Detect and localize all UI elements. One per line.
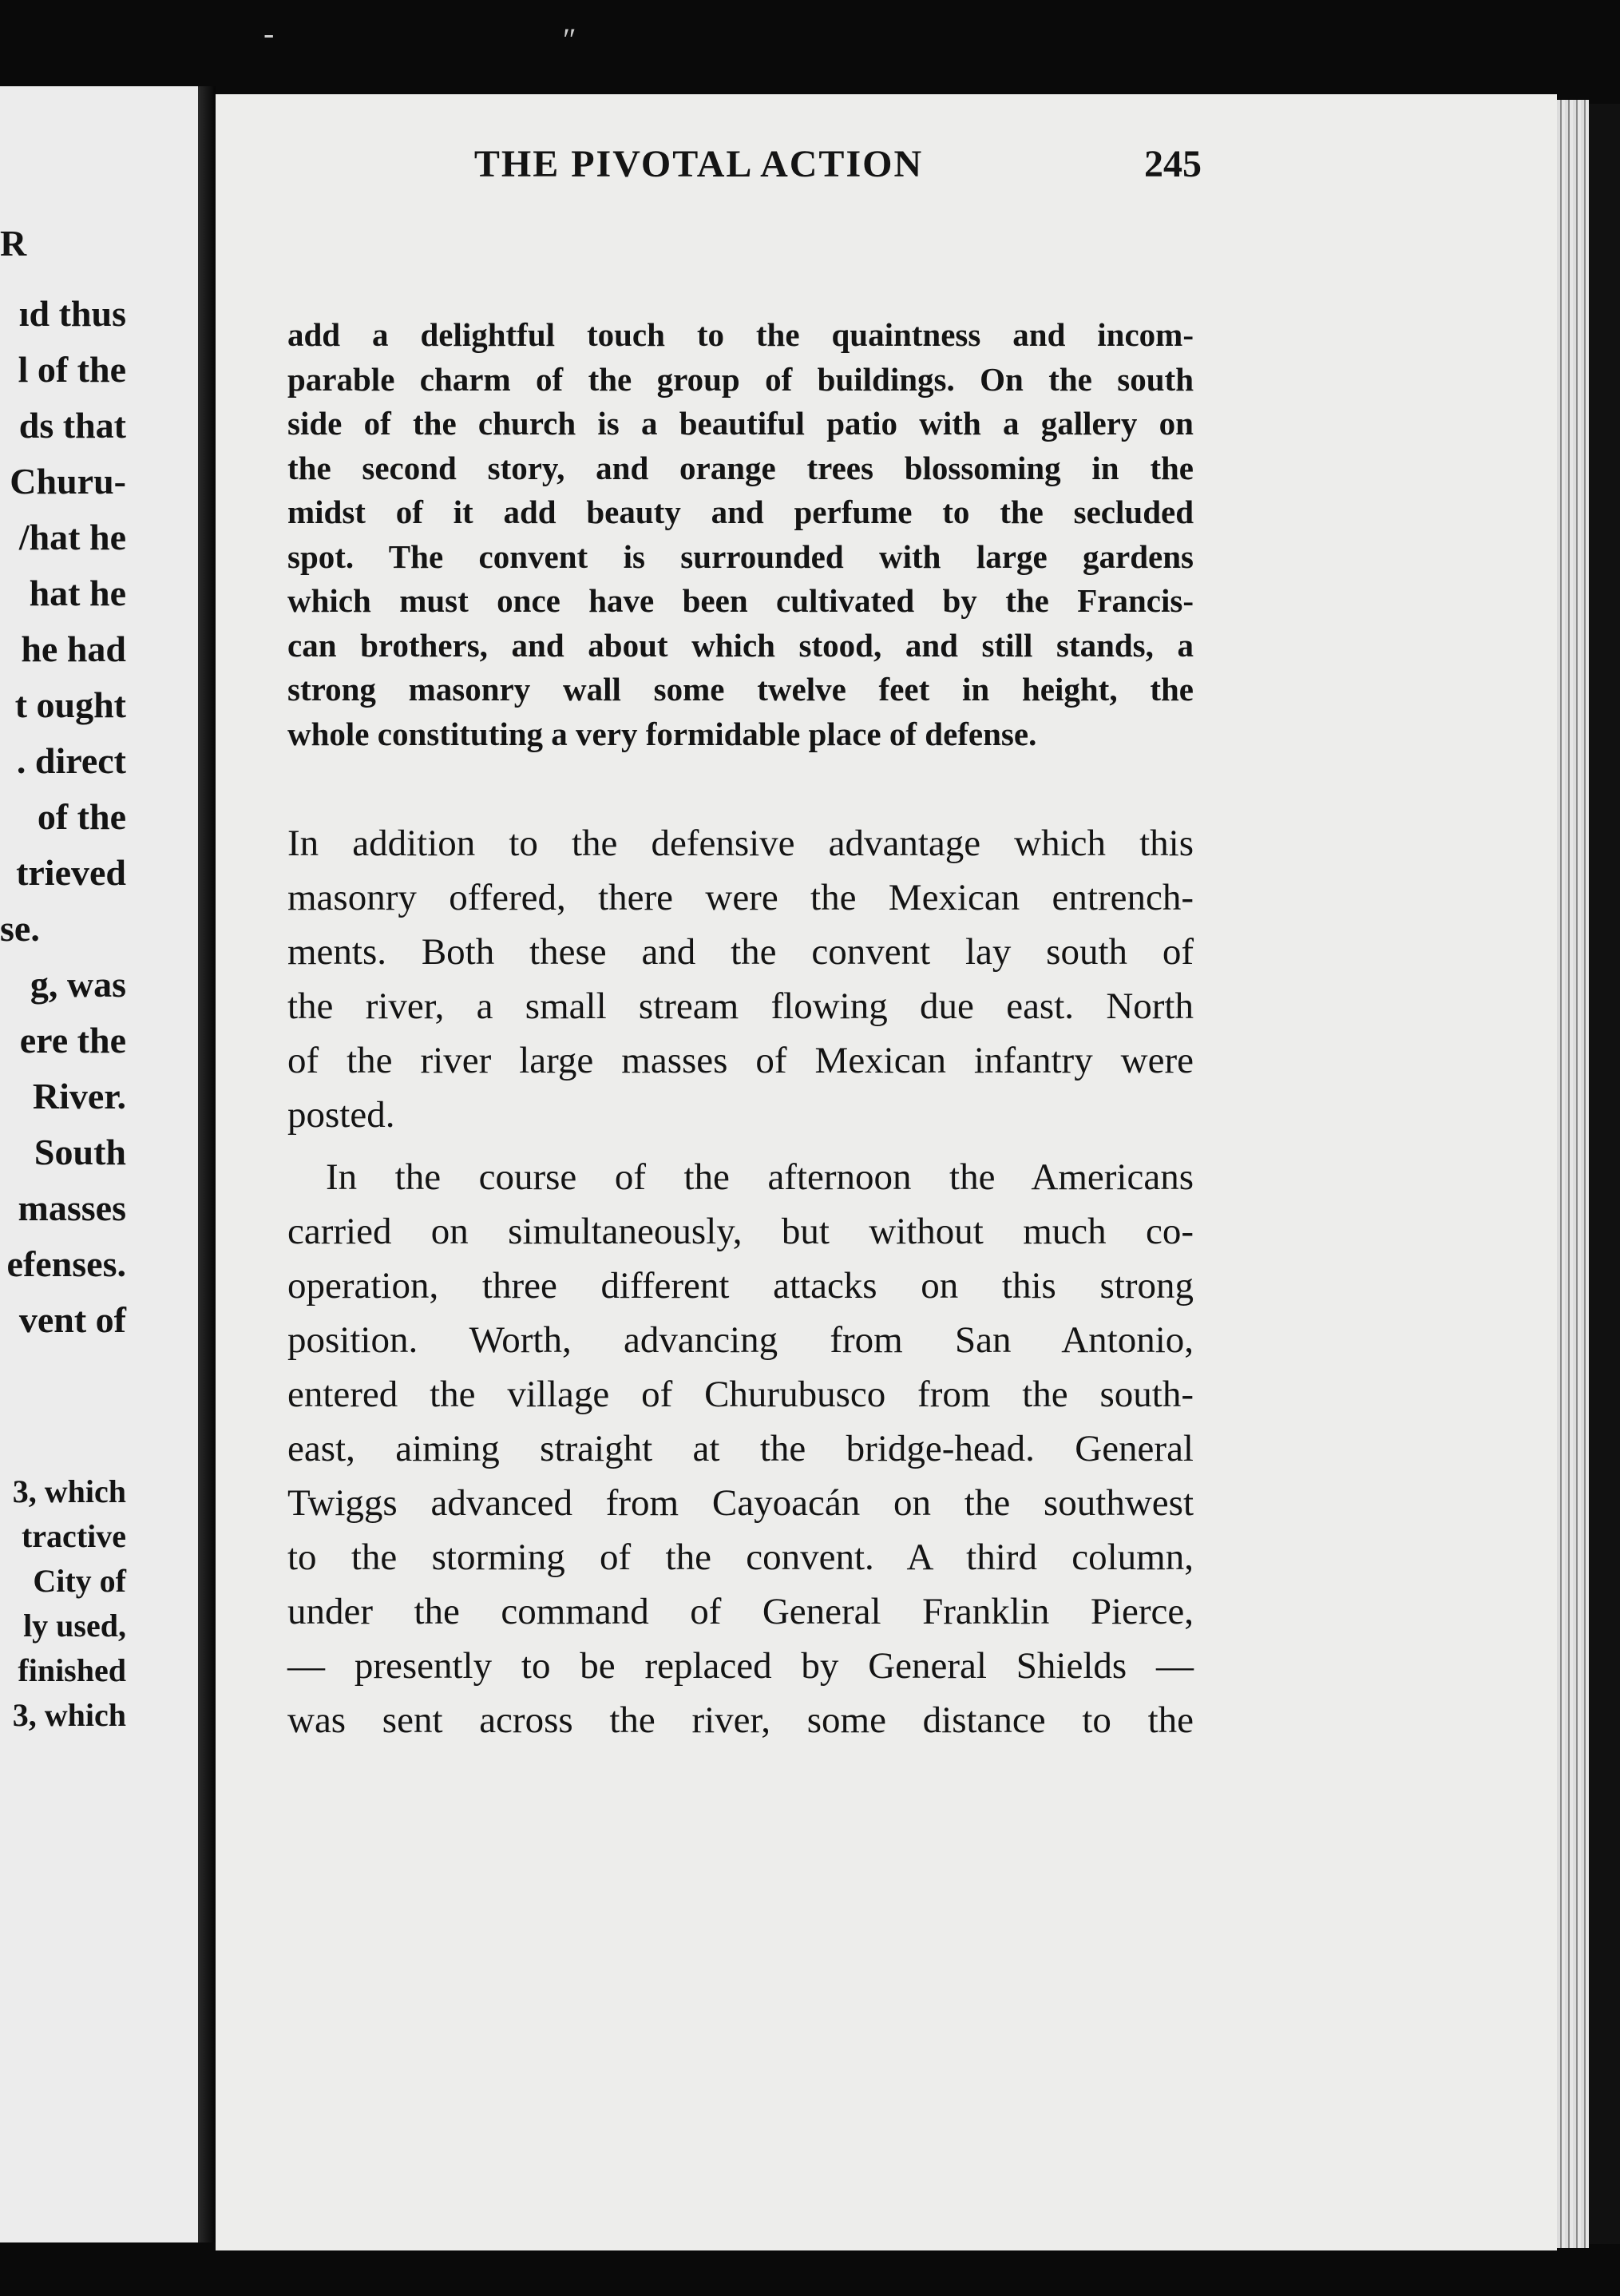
left-page-line: . direct [16, 740, 126, 781]
running-head-title: THE PIVOTAL ACTION [473, 143, 924, 185]
left-page-line: ıd thus [18, 293, 126, 334]
quote-line: which must once have been cultivated by the Francis- [287, 582, 1194, 619]
left-page-line: se. [0, 908, 40, 949]
quote-line: can brothers, and about which stood, and still stands, a [287, 626, 1194, 664]
paragraph-line: masonry offered, there were the Mexican entrench- [287, 877, 1194, 918]
paragraph-line: under the command of General Franklin Pierce, [287, 1591, 1194, 1632]
paragraph-line: — presently to be replaced by General Shields — [287, 1645, 1194, 1687]
running-head [295, 142, 1202, 190]
paragraph-line: position. Worth, advancing from San Antonio, [287, 1319, 1194, 1361]
left-page-line: g, was [30, 964, 126, 1005]
scan-artifact: ʺ [563, 22, 575, 57]
left-page-line: ere the [19, 1020, 126, 1061]
paragraph-line: entered the village of Churubusco from the south- [287, 1374, 1194, 1415]
scan-border [1589, 104, 1620, 2244]
quote-line: spot. The convent is surrounded with large gardens [287, 537, 1194, 575]
scan-artifact: ‐ [263, 15, 275, 51]
paragraph [287, 1150, 1194, 1747]
left-page-line: he had [21, 629, 126, 669]
paragraph-line: the river, a small stream flowing due east. North [287, 985, 1194, 1027]
left-page-line: tractive [21, 1518, 126, 1554]
paragraph-line: of the river large masses of Mexican infantry were [287, 1040, 1194, 1081]
left-page-line: l of the [18, 349, 126, 390]
left-page-line: vent of [18, 1299, 126, 1340]
paragraph-line: east, aiming straight at the bridge-head. General [287, 1428, 1194, 1469]
left-page-line: trieved [16, 852, 126, 893]
paragraph-line: to the storming of the convent. A third column, [287, 1537, 1194, 1578]
block-quote [287, 313, 1194, 756]
quote-line: midst of it add beauty and perfume to the secluded [287, 494, 1194, 530]
paragraph-line: was sent across the river, some distance to the [287, 1699, 1194, 1741]
page-number: 245 [1144, 143, 1202, 185]
left-page-line: finished [18, 1652, 126, 1688]
paragraph [287, 816, 1194, 1142]
left-page-line: River. [32, 1076, 126, 1116]
left-page-line: of the [37, 796, 126, 837]
left-page-line: hat he [29, 573, 126, 613]
left-page-line: 3, which [12, 1473, 126, 1509]
left-page-line: City of [33, 1563, 126, 1599]
paragraph-line: posted. [287, 1094, 395, 1136]
quote-line: parable charm of the group of buildings. On the south [287, 360, 1194, 398]
paragraph-line: In the course of the afternoon the Americans [326, 1156, 1194, 1198]
quote-line: add a delightful touch to the quaintness and incom- [287, 316, 1194, 353]
paragraph-line: ments. Both these and the convent lay south of [287, 931, 1194, 973]
quote-line: the second story, and orange trees blossoming in the [287, 449, 1194, 486]
paragraph-line: Twiggs advanced from Cayoacán on the southwest [287, 1482, 1194, 1524]
paragraph-line: carried on simultaneously, but without much co- [287, 1211, 1194, 1252]
paragraph-line: operation, three different attacks on this strong [287, 1265, 1194, 1307]
left-page-line: /hat he [18, 517, 126, 557]
left-page-line: efenses. [6, 1243, 126, 1284]
page-edge [1557, 100, 1589, 2248]
left-page-line: R [0, 223, 27, 264]
book-gutter [198, 86, 216, 2242]
left-page-line: t ought [14, 684, 126, 725]
quote-line: side of the church is a beautiful patio with a gallery on [287, 405, 1194, 442]
left-page-line: South [34, 1132, 126, 1172]
quote-line: strong masonry wall some twelve feet in height, the [287, 671, 1194, 708]
paragraph-line: In addition to the defensive advantage which this [287, 823, 1194, 864]
left-page-line: ly used, [23, 1608, 126, 1644]
left-page-line: ds that [18, 405, 126, 446]
left-page-line: Churu- [10, 461, 126, 502]
left-page-line: masses [18, 1188, 126, 1228]
left-page-line: 3, which [12, 1697, 126, 1733]
left-page-fragment [0, 86, 198, 2242]
quote-line: whole constituting a very formidable place of defense. [287, 715, 1037, 752]
